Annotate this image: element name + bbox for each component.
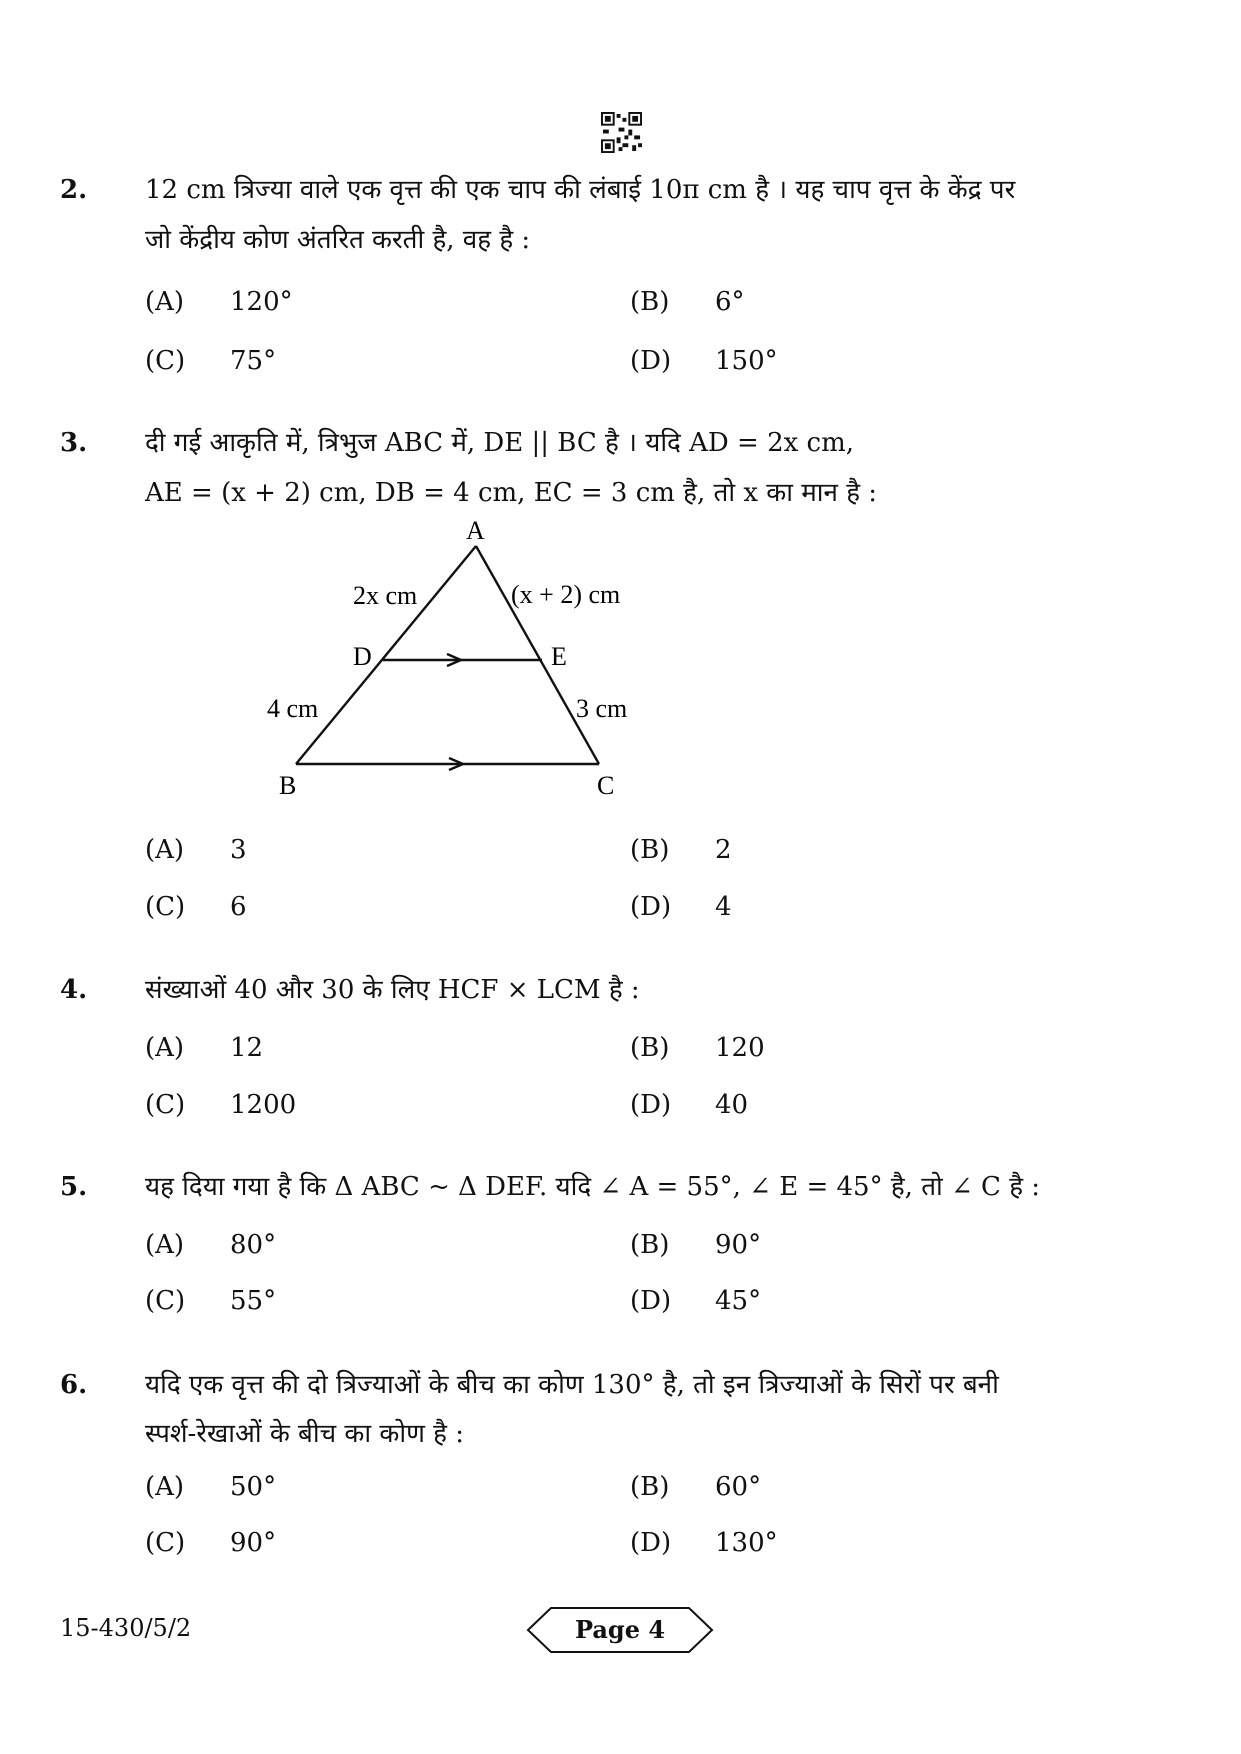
option-label: (D) (630, 1286, 672, 1316)
segment-label-ae: (x + 2) cm (511, 580, 621, 609)
option-value: 90° (715, 1230, 762, 1260)
segment-label-ad: 2x cm (353, 581, 418, 610)
option-label: (C) (145, 346, 186, 376)
triangle-figure (255, 515, 675, 815)
question-text-line: यह दिया गया है कि Δ ABC ~ Δ DEF. यदि ∠ A = 55°, ∠ E = 45° है, तो ∠ C है : (145, 1172, 1041, 1202)
option-value: 55° (230, 1286, 277, 1316)
option-value: 1200 (230, 1090, 297, 1120)
question-text-line: संख्याओं 40 और 30 के लिए HCF × LCM है : (145, 975, 640, 1005)
option-value: 40 (715, 1090, 749, 1120)
page-number: Page 4 (574, 1615, 666, 1644)
option-label: (A) (145, 1033, 185, 1063)
option-label: (D) (630, 346, 672, 376)
segment-label-db: 4 cm (267, 694, 319, 723)
vertex-label-d: D (353, 642, 372, 671)
option-value: 120° (230, 287, 293, 317)
option-label: (B) (630, 835, 670, 865)
option-label: (B) (630, 1033, 670, 1063)
side-ac (476, 546, 599, 764)
option-label: (C) (145, 1090, 186, 1120)
question-text-line: स्पर्श-रेखाओं के बीच का कोण है : (145, 1419, 464, 1449)
option-value: 120 (715, 1033, 765, 1063)
option-value: 80° (230, 1230, 277, 1260)
vertex-label-e: E (551, 642, 567, 671)
option-value: 2 (715, 835, 732, 865)
option-label: (C) (145, 892, 186, 922)
option-label: (D) (630, 1528, 672, 1558)
option-value: 75° (230, 346, 277, 376)
question-number: 3. (60, 428, 88, 458)
option-label: (B) (630, 1230, 670, 1260)
paper-code: 15-430/5/2 (60, 1614, 192, 1642)
option-value: 90° (230, 1528, 277, 1558)
vertex-label-a: A (466, 516, 485, 545)
vertex-label-c: C (597, 771, 615, 800)
question-number: 2. (60, 175, 88, 205)
segment-label-ec: 3 cm (576, 694, 628, 723)
option-label: (A) (145, 287, 185, 317)
option-value: 150° (715, 346, 778, 376)
option-value: 4 (715, 892, 732, 922)
option-value: 6 (230, 892, 247, 922)
option-label: (A) (145, 835, 185, 865)
option-label: (D) (630, 892, 672, 922)
option-value: 3 (230, 835, 247, 865)
option-label: (A) (145, 1472, 185, 1502)
question-text-line: दी गई आकृति में, त्रिभुज ABC में, DE || BC है । यदि AD = 2x cm, (145, 428, 855, 458)
question-text-line: जो केंद्रीय कोण अंतरित करती है, वह है : (145, 225, 531, 255)
option-label: (C) (145, 1286, 186, 1316)
option-label: (A) (145, 1230, 185, 1260)
question-text-line: 12 cm त्रिज्या वाले एक वृत्त की एक चाप की लंबाई 10π cm है । यह चाप वृत्त के केंद्र पर (145, 175, 1016, 205)
option-value: 50° (230, 1472, 277, 1502)
option-value: 6° (715, 287, 745, 317)
option-value: 45° (715, 1286, 762, 1316)
vertex-label-b: B (279, 771, 297, 800)
question-number: 5. (60, 1172, 88, 1202)
option-value: 12 (230, 1033, 264, 1063)
option-value: 60° (715, 1472, 762, 1502)
question-text-line: यदि एक वृत्त की दो त्रिज्याओं के बीच का कोण 130° है, तो इन त्रिज्याओं के सिरों पर बनी (145, 1370, 999, 1400)
option-label: (B) (630, 287, 670, 317)
option-label: (B) (630, 1472, 670, 1502)
option-value: 130° (715, 1528, 778, 1558)
option-label: (C) (145, 1528, 186, 1558)
option-label: (D) (630, 1090, 672, 1120)
question-number: 6. (60, 1370, 88, 1400)
question-text-line: AE = (x + 2) cm, DB = 4 cm, EC = 3 cm है, तो x का मान है : (145, 478, 878, 508)
question-number: 4. (60, 975, 88, 1005)
qr-code-icon (601, 112, 642, 153)
